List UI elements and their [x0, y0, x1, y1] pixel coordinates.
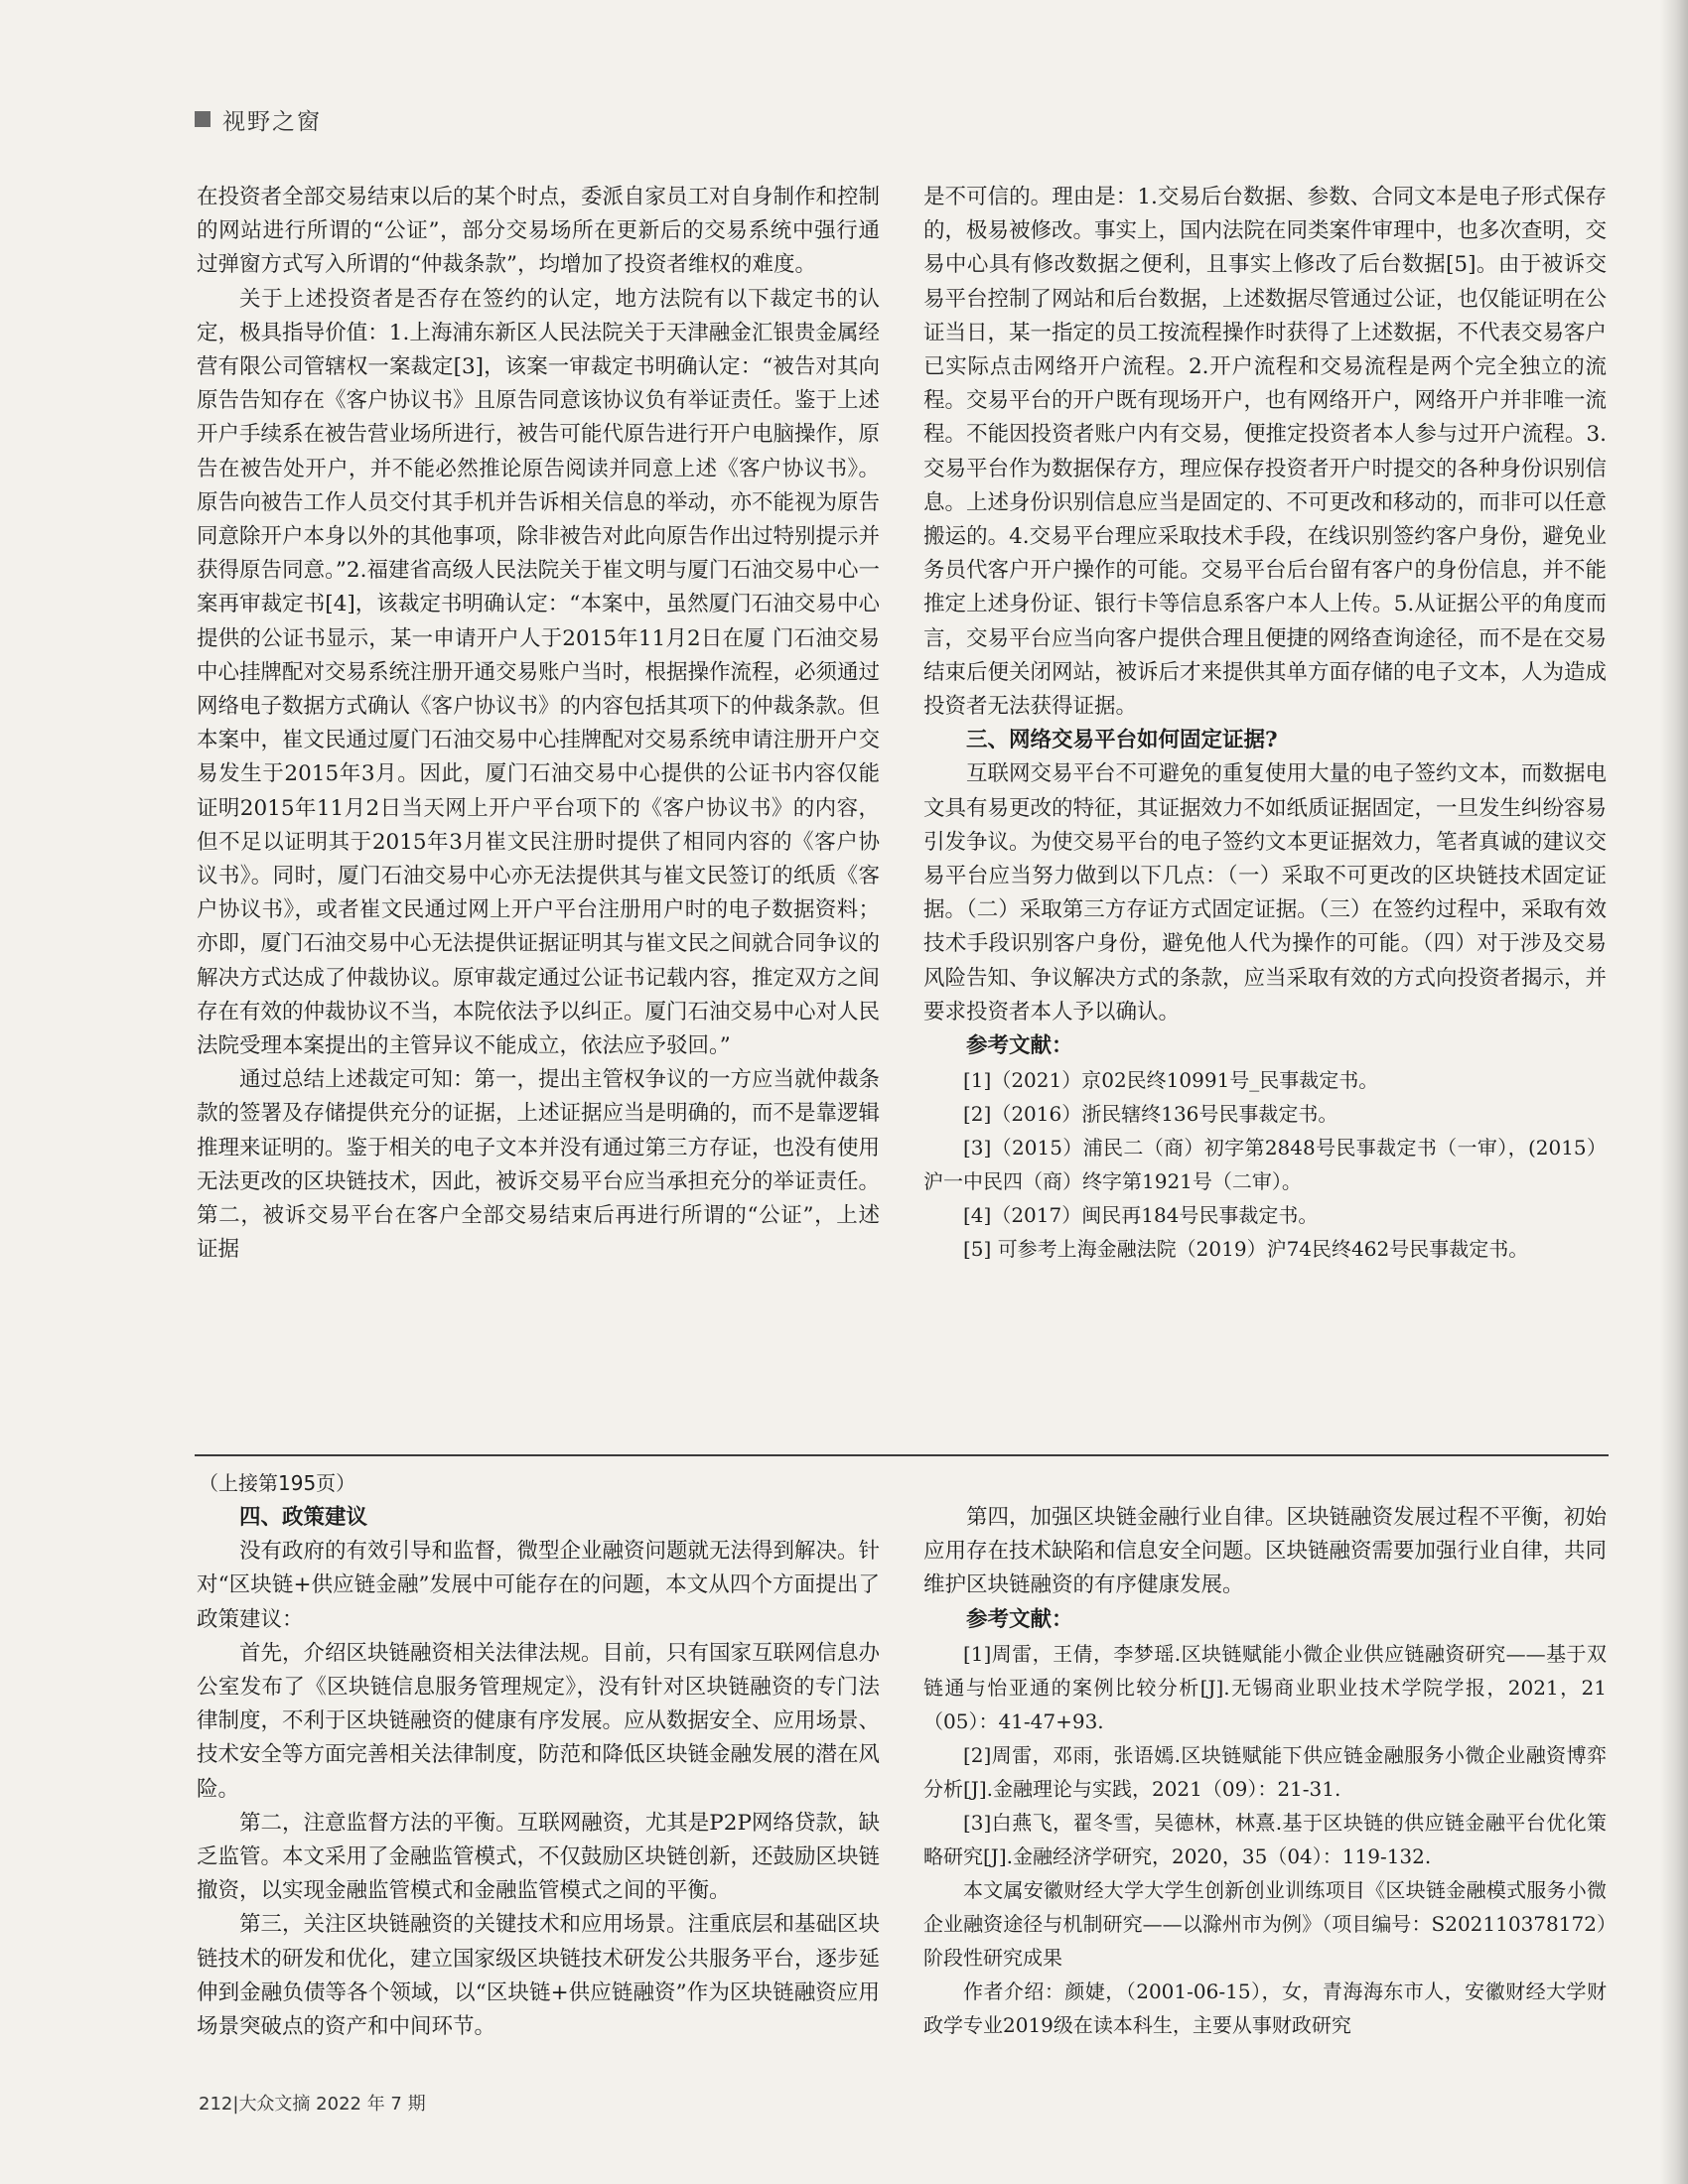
section-heading: 三、网络交易平台如何固定证据? — [966, 728, 1278, 753]
paragraph: 第四，加强区块链金融行业自律。区块链融资发展过程不平衡，初始应用存在技术缺陷和信息安全问题。区块链融资需要加强行业自律，共同维护区块链融资的有序健康发展。 — [923, 1505, 1607, 1598]
page-edge-shadow — [1660, 0, 1688, 2184]
page-header — [195, 103, 322, 135]
paragraph: 关于上述投资者是否存在签约的认定，地方法院有以下裁定书的认定，极具指导价值：1.上海浦东新区人民法院关于天津融金汇银贵金属经营有限公司管辖权一案裁定[3]，该案一审裁定书明确认定：“被告对其向原告告知存在《客户协议书》且原告同意该协议负有举证责任。鉴于上述开户手续系在被告营业场所进行，被告可能代原告进行开户电脑操作，原告在被告处开户，并不能必然推论原告阅读并同意上述《客户协议书》。原告向被告工作人员交付其手机并告诉相关信息的举动，亦不能视为原告同意除开户本身以外的其他事项，除非被告对此向原告作出过特别提示并获得原告同意。”2.福建省高级人民法院关于崔文明与厦门石油交易中心一案再审裁定书[4]，该裁定书明确认定：“本案中，虽然厦门石油交易中心提供的公证书显示，某一申请开户人于2015年11月2日在厦 门石油交易中心挂牌配对交易系统注册开通交易账户当时，根据操作流程，必须通过网络电子数据方式确认《客户协议书》的内容包括其项下的仲裁条款。但本案中，崔文民通过厦门石油交易中心挂牌配对交易系统申请注册开户交易发生于2015年3月。因此，厦门石油交易中心提供的公证书内容仅能证明2015年11月2日当天网上开户平台项下的《客户协议书》的内容，但不足以证明其于2015年3月崔文民注册时提供了相同内容的《客户协议书》。同时，厦门石油交易中心亦无法提供其与崔文民签订的纸质《客户协议书》，或者崔文民通过网上开户平台注册用户时的电子数据资料；亦即，厦门石油交易中心无法提供证据证明其与崔文民之间就合同争议的解决方式达成了仲裁协议。原审裁定通过公证书记载内容，推定双方之间存在有效的仲裁协议不当，本院依法予以纠正。厦门石油交易中心对人民法院受理本案提出的主管异议不能成立，依法应予驳回。” — [197, 286, 880, 1059]
paragraph: 通过总结上述裁定可知：第一，提出主管权争议的一方应当就仲裁条款的签署及存储提供充分的证据，上述证据应当是明确的，而不是靠逻辑推理来证明的。鉴于相关的电子文本并没有通过第三方存证，也没有使用无法更改的区块链技术，因此，被诉交易平台应当承担充分的举证责任。第二，被诉交易平台在客户全部交易结束后再进行所谓的“公证”，上述证据 — [197, 1067, 880, 1263]
continued-from-note: （上接第195页） — [199, 1471, 356, 1495]
references-heading: 参考文献： — [966, 1606, 1073, 1632]
reference-item: [5] 可参考上海金融法院（2019）沪74民终462号民事裁定书。 — [963, 1237, 1529, 1262]
top-right-column — [923, 181, 1607, 1352]
reference-item: [1]（2021）京02民终10991号_民事裁定书。 — [963, 1068, 1379, 1093]
paragraph: 在投资者全部交易结束以后的某个时点，委派自家员工对自身制作和控制的网站进行所谓的“公证”，部分交易场所在更新后的交易系统中强行通过弹窗方式写入所谓的“仲裁条款”，均增加了投资者维权的难度。 — [197, 185, 880, 278]
section-heading: 四、政策建议 — [239, 1505, 368, 1530]
reference-item: [4]（2017）闽民再184号民事裁定书。 — [963, 1203, 1319, 1228]
reference-item: [1]周雷，王倩，李梦瑶.区块链赋能小微企业供应链融资研究——基于双链通与怡亚通的案例比较分析[J].无锡商业职业技术学院学报，2021，21（05）：41-47+93. — [923, 1641, 1607, 1733]
reference-item: [2]周雷，邓雨，张语嫣.区块链赋能下供应链金融服务小微企业融资博弈分析[J].金融理论与实践，2021（09）：21-31. — [923, 1742, 1607, 1801]
page-number: 212 — [199, 2094, 233, 2115]
reference-item: [3]白燕飞，翟冬雪，吴德林，林熹.基于区块链的供应链金融平台优化策略研究[J].金融经济学研究，2020，35（04）：119-132. — [923, 1810, 1607, 1868]
section-divider — [195, 1454, 1609, 1456]
paragraph: 互联网交易平台不可避免的重复使用大量的电子签约文本，而数据电文具有易更改的特征，其证据效力不如纸质证据固定，一旦发生纠纷容易引发争议。为使交易平台的电子签约文本更证据效力，笔者真诚的建议交易平台应当努力做到以下几点：（一）采取不可更改的区块链技术固定证据。（二）采取第三方存证方式固定证据。（三）在签约过程中，采取有效技术手段识别客户身份，避免他人代为操作的可能。（四）对于涉及交易风险告知、争议解决方式的条款，应当采取有效的方式向投资者揭示，并要求投资者本人予以确认。 — [923, 761, 1607, 1024]
paragraph: 第二，注意监督方法的平衡。互联网融资，尤其是P2P网络贷款，缺乏监管。本文采用了金融监管模式，不仅鼓励区块链创新，还鼓励区块链撤资，以实现金融监管模式和金融监管模式之间的平衡。 — [197, 1810, 880, 1904]
reference-item: [2]（2016）浙民辖终136号民事裁定书。 — [963, 1102, 1338, 1127]
top-left-column — [197, 181, 880, 1352]
author-note: 本文属安徽财经大学大学生创新创业训练项目《区块链金融模式服务小微企业融资途径与机制研究——以滁州市为例》（项目编号：S202110378172）阶段性研究成果 — [923, 1877, 1607, 1970]
paragraph: 是不可信的。理由是：1.交易后台数据、参数、合同文本是电子形式保存的，极易被修改。事实上，国内法院在同类案件审理中，也多次查明，交易中心具有修改数据之便利，且事实上修改了后台数据[5]。由于被诉交易平台控制了网站和后台数据，上述数据尽管通过公证，也仅能证明在公证当日，某一指定的员工按流程操作时获得了上述数据，不代表交易客户已实际点击网络开户流程。2.开户流程和交易流程是两个完全独立的流程。交易平台的开户既有现场开户，也有网络开户，网络开户并非唯一流程。不能因投资者账户内有交易，便推定投资者本人参与过开户流程。3.交易平台作为数据保存方，理应保存投资者开户时提交的各种身份识别信息。上述身份识别信息应当是固定的、不可更改和移动的，而非可以任意搬运的。4.交易平台理应采取技术手段，在线识别签约客户身份，避免业务员代客户开户操作的可能。交易平台后台留有客户的身份信息，并不能推定上述身份证、银行卡等信息系客户本人上传。5.从证据公平的角度而言，交易平台应当向客户提供合理且便捷的网络查询途径，而不是在交易结束后便关闭网站，被诉后才来提供其单方面存储的电子文本，人为造成投资者无法获得证据。 — [923, 185, 1607, 720]
bottom-left-column — [197, 1501, 880, 2059]
section-title: 视野之窗 — [222, 108, 322, 135]
reference-item: [3]（2015）浦民二（商）初字第2848号民事裁定书（一审），(2015）沪一中民四（商）终字第1921号（二审）。 — [923, 1136, 1607, 1194]
references-heading: 参考文献： — [966, 1033, 1073, 1059]
paragraph: 第三，关注区块链融资的关键技术和应用场景。注重底层和基础区块链技术的研发和优化，建立国家级区块链技术研发公共服务平台，逐步延伸到金融负债等各个领域，以“区块链+供应链融资”作为区块链融资应用场景突破点的资产和中间环节。 — [197, 1912, 880, 2040]
footer-separator: | — [232, 2094, 239, 2115]
author-note: 作者介绍：颜婕，（2001-06-15），女，青海海东市人，安徽财经大学财政学专业2019级在读本科生，主要从事财政研究 — [923, 1979, 1607, 2037]
section-square-icon — [195, 111, 211, 127]
journal-issue: 大众文摘 2022 年 7 期 — [238, 2094, 426, 2115]
bottom-right-column — [923, 1501, 1607, 2059]
paragraph: 没有政府的有效引导和监督，微型企业融资问题就无法得到解决。针对“区块链+供应链金融”发展中可能存在的问题，本文从四个方面提出了政策建议： — [197, 1539, 880, 1632]
page-footer — [199, 2090, 426, 2116]
paragraph: 首先，介绍区块链融资相关法律法规。目前，只有国家互联网信息办公室发布了《区块链信息服务管理规定》，没有针对区块链融资的专门法律制度，不利于区块链融资的健康有序发展。应从数据安全、应用场景、技术安全等方面完善相关法律制度，防范和降低区块链金融发展的潜在风险。 — [197, 1640, 880, 1802]
